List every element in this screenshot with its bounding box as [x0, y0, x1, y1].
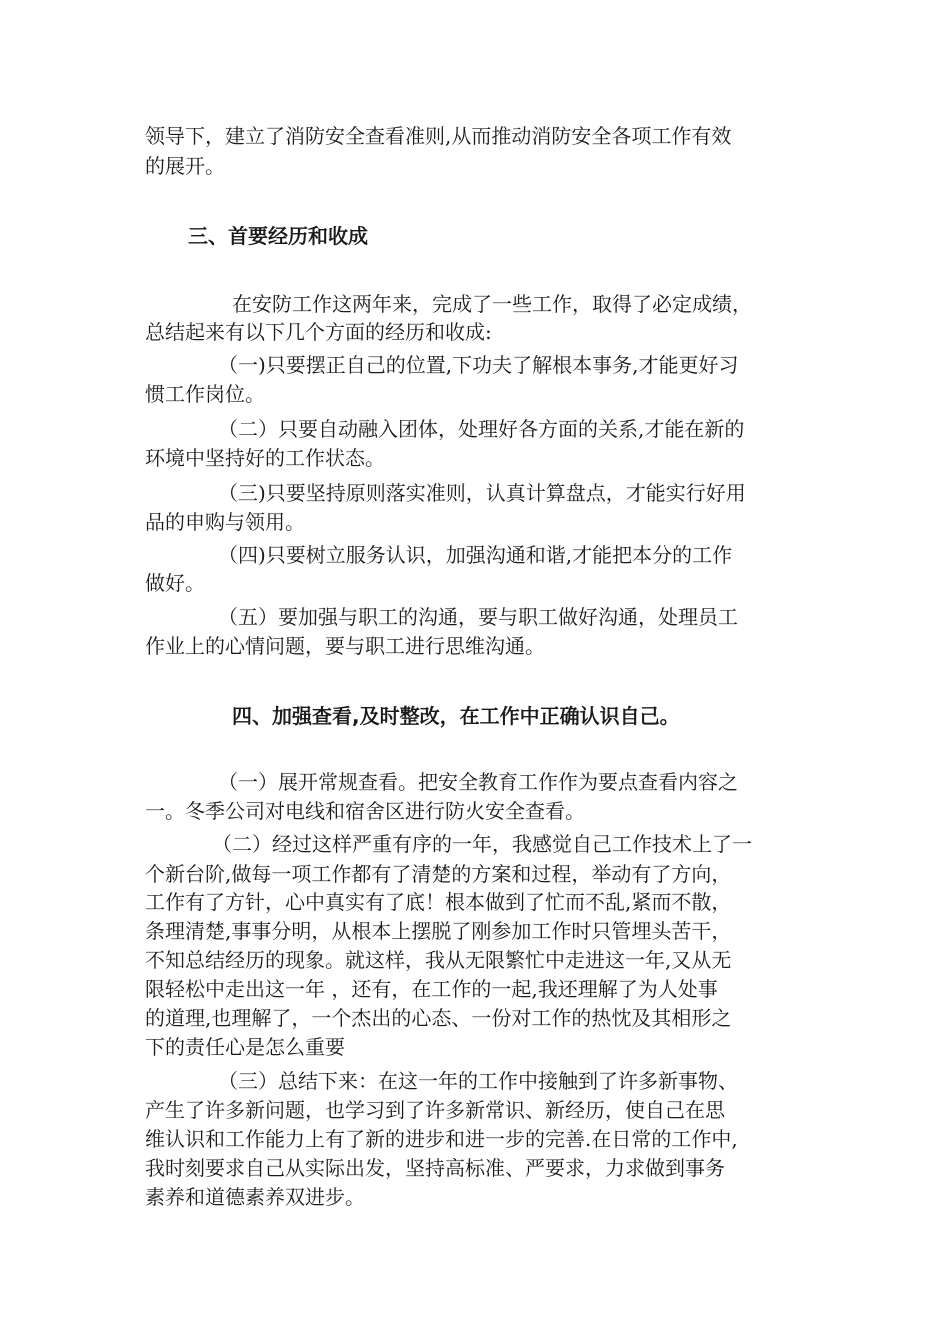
list-item-line: 我时刻要求自己从实际出发，坚持高标准、严要求，力求做到事务: [145, 1156, 725, 1180]
list-item-line: 一。冬季公司对电线和宿舍区进行防火安全查看。: [145, 799, 585, 823]
section-heading: 三、首要经历和收成: [188, 224, 368, 248]
paragraph-line: 总结起来有以下几个方面的经历和收成:: [145, 320, 492, 344]
list-item-line: （二）经过这样严重有序的一年，我感觉自己工作技术上了一: [212, 832, 752, 856]
list-item-line: （一)只要摆正自己的位置,下功夫了解根本事务,才能更好习: [218, 353, 739, 377]
list-item-line: 下的责任心是怎么重要: [145, 1035, 345, 1059]
list-item-line: 不知总结经历的现象。就这样，我从无限繁忙中走进这一年,又从无: [145, 948, 732, 972]
list-item-line: 作业上的心情问题，要与职工进行思维沟通。: [145, 634, 545, 658]
list-item-line: 限轻松中走出这一年 ，还有，在工作的一起,我还理解了为人处事: [145, 977, 718, 1001]
paragraph-line: 领导下，建立了消防安全查看准则,从而推动消防安全各项工作有效: [145, 124, 732, 148]
list-item-line: 个新台阶,做每一项工作都有了清楚的方案和过程，举动有了方向，: [145, 862, 732, 886]
list-item-line: 工作有了方针，心中真实有了底！根本做到了忙而不乱,紧而不散，: [145, 890, 732, 914]
list-item-line: （四)只要树立服务认识，加强沟通和谐,才能把本分的工作: [218, 543, 733, 567]
list-item-line: （二）只要自动融入团体，处理好各方面的关系,才能在新的: [218, 417, 745, 441]
list-item-line: （五）要加强与职工的沟通，要与职工做好沟通，处理员工: [218, 605, 738, 629]
list-item-line: 做好。: [145, 571, 205, 595]
paragraph-line: 在安防工作这两年来，完成了一些工作，取得了必定成绩，: [232, 292, 752, 316]
list-item-line: 的道理,也理解了，一个杰出的心态、一份对工作的热忱及其相形之: [145, 1006, 732, 1030]
list-item-line: 品的申购与领用。: [145, 510, 305, 534]
list-item-line: （三）总结下来：在这一年的工作中接触到了许多新事物、: [218, 1069, 738, 1093]
section-heading: 四、加强查看,及时整改，在工作中正确认识自己。: [232, 704, 680, 728]
list-item-line: 惯工作岗位。: [145, 382, 265, 406]
list-item-line: （三)只要坚持原则落实准则，认真计算盘点，才能实行好用: [218, 481, 746, 505]
list-item-line: （一）展开常规查看。把安全教育工作作为要点查看内容之: [218, 770, 738, 794]
list-item-line: 条理清楚,事事分明，从根本上摆脱了刚参加工作时只管埋头苦干，: [145, 919, 732, 943]
paragraph-line: 的展开。: [145, 154, 225, 178]
list-item-line: 素养和道德素养双进步。: [145, 1185, 365, 1209]
list-item-line: 产生了许多新问题，也学习到了许多新常识、新经历，使自己在思: [145, 1098, 725, 1122]
list-item-line: 环境中坚持好的工作状态。: [145, 446, 385, 470]
list-item-line: 维认识和工作能力上有了新的进步和进一步的完善.在日常的工作中,: [145, 1127, 738, 1151]
